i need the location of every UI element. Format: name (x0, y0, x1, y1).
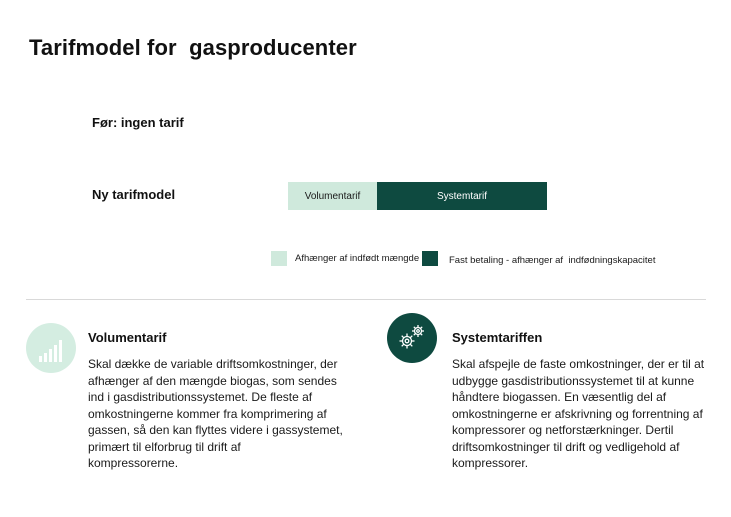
volume-body-line: ind i gasdistributionssystemet. De fleste af (88, 390, 313, 404)
before-row-label: Før: ingen tarif (92, 115, 184, 130)
section-divider (26, 299, 706, 300)
system-body-line: håndtere biogassen. En væsentlig del af (452, 390, 667, 404)
system-body-line: driftsomkostninger til drift og vedligehold af (452, 439, 680, 454)
volume-tariff-bar (288, 182, 377, 210)
volume-body-line: primært til elforbrug til drift af (88, 439, 241, 454)
system-body-line: udbygge gasdistributionssystemet til at kunne (452, 373, 695, 388)
system-body-line: omkostningerne er afskrivning og forrentning af (452, 406, 703, 421)
gears-icon (392, 318, 432, 358)
legend-dark-swatch (422, 251, 438, 266)
volume-section-body (88, 356, 343, 472)
system-body-line: kompressorer. (452, 456, 529, 470)
volume-body-line: Skal dække de variable driftsomkostninger, der (88, 357, 338, 371)
system-tariff-bar-label: Systemtarif (436, 190, 487, 202)
system-section-body (452, 356, 704, 472)
system-body-line: Skal afspejle de faste omkostninger, der er til at (452, 357, 705, 371)
volume-section-title: Volumentarif (88, 330, 167, 345)
volume-body-line: omkostningerne kommer fra komprimering af (88, 406, 327, 421)
legend-dark-label: Fast betaling - afhænger af indfødningskapacitet (449, 255, 656, 266)
volume-section-icon-circle (26, 323, 76, 373)
volume-body-line: gassen, så den kan flyttes videre i gassystemet, (88, 423, 343, 437)
bar-chart-icon (31, 328, 71, 368)
volume-tariff-bar-label: Volumentarif (304, 190, 361, 202)
page-title: Tarifmodel for gasproducenter (29, 35, 357, 60)
system-section-title: Systemtariffen (452, 330, 543, 345)
system-tariff-bar (377, 182, 547, 210)
legend-light-swatch (271, 251, 287, 266)
volume-body-line: afhænger af den mængde biogas, som sendes (88, 373, 337, 388)
volume-body-line: kompressorerne. (88, 456, 179, 470)
system-section-icon-circle (387, 313, 437, 363)
new-model-row-label: Ny tarifmodel (92, 187, 176, 202)
system-body-line: kompressorer og netforstærkninger. Dertil (452, 423, 674, 437)
legend-light-label: Afhænger af indfødt mængde (295, 253, 420, 264)
